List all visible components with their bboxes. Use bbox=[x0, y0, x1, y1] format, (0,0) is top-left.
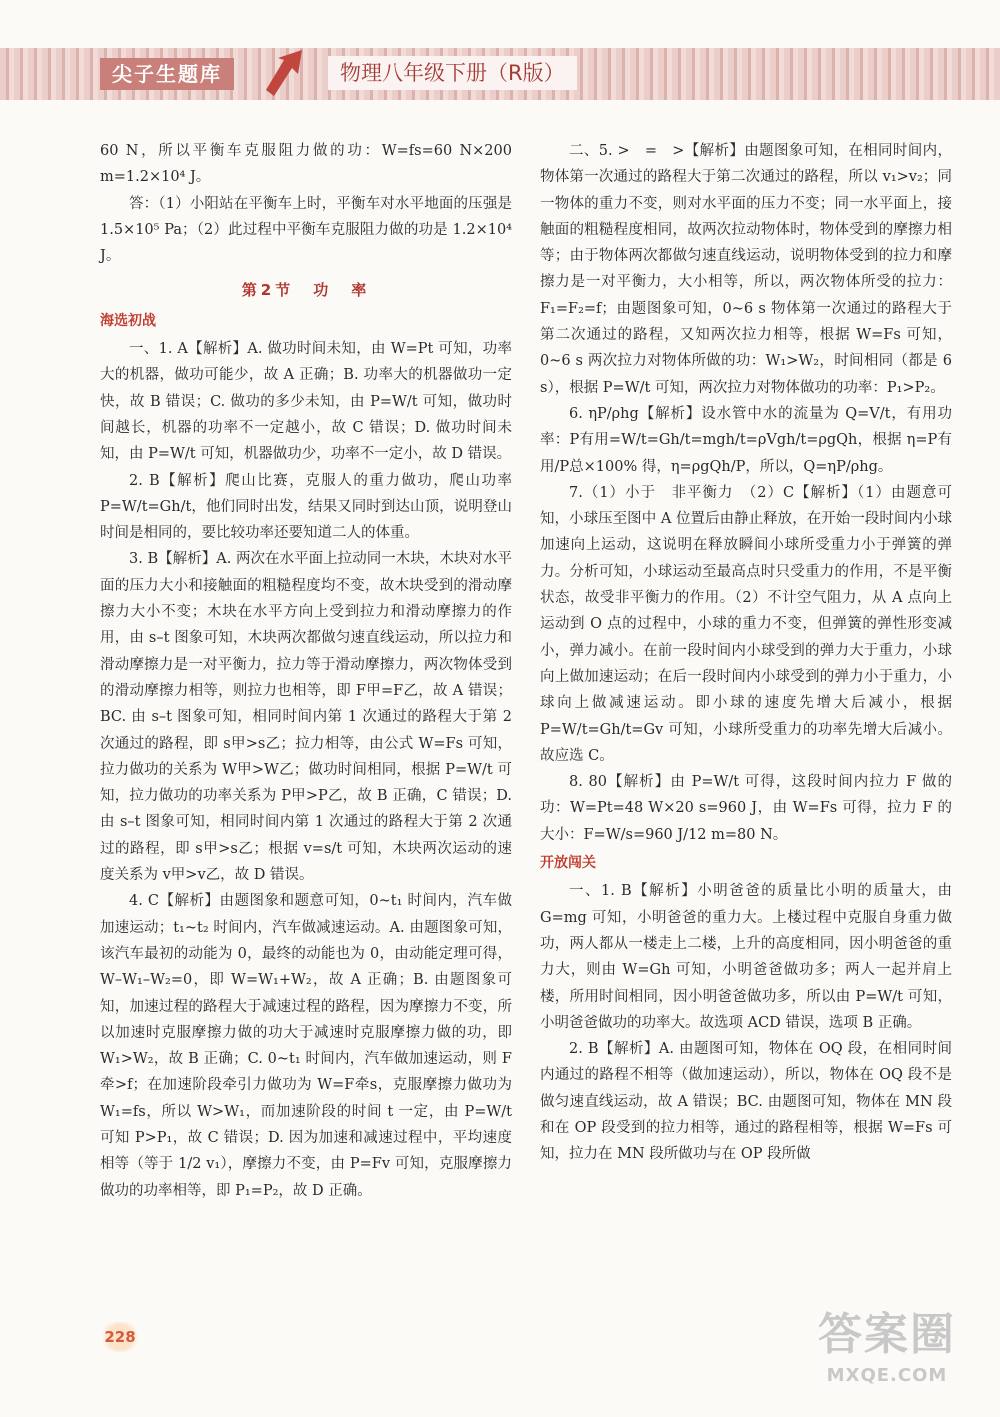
right-column bbox=[540, 138, 952, 1168]
right-paragraph-1: 二、5. > = >【解析】由题图象可知，在相同时间内，物体第一次通过的路程大于第二次通过的路程，所以 v₁>v₂；同一物体的重力不变，则对水平面的压力不变；同一水平面上，接触面的粗糙程度相同，故两次拉动物体时，物体受到的摩擦力相等；由于物体两次都做匀速直线运动，说明物体受到的拉力和摩擦力是一对平衡力，大小相等，所以，两次物体所受的拉力：F₁=F₂=f；由题图象可知，0~6 s 物体第一次通过的路程大于第二次通过的路程，又知两次拉力相等，根据 W=Fs 可知，0~6 s 两次拉力对物体所做的功：W₁>W₂，时间相同（都是 6 s），根据 P=W/t 可知，两次拉力对物体做功的功率：P₁>P₂。 bbox=[540, 143, 952, 396]
left-paragraph-4: 2. B【解析】爬山比赛，克服人的重力做功，爬山功率 P=W/t=Gh/t，他们同时出发，结果又同时到达山顶，说明登山时间是相同的，要比较功率还要知道二人的体重。 bbox=[100, 472, 512, 542]
header-title: 物理八年级下册（R版） bbox=[328, 56, 577, 90]
right-paragraph-6: 2. B【解析】A. 由题图可知，物体在 OQ 段，在相同时间内通过的路程不相等（做加速运动），所以，物体在 OQ 段不是做匀速直线运动，故 A 错误；BC. 由题图可知，物体在 MN 段和在 OP 段受到的拉力相等，通过的路程相等，根据 W=Fs 可知，拉力在 MN 段所做功与在 OP 段所做 bbox=[540, 1041, 952, 1163]
watermark-logo: 答案圈 bbox=[818, 1309, 956, 1360]
right-paragraph-3: 7.（1）小于 非平衡力 （2）C【解析】（1）由题意可知，小球压至图中 A 位置后由静止释放，在开始一段时间内小球加速向上运动，这说明在释放瞬间小球所受重力小于弹簧的弹力。分析可知，小球运动至最高点时只受重力的作用，不是平衡状态，故受非平衡力的作用。（2）不计空气阻力，从 A 点向上运动到 O 点的过程中，小球的重力不变，但弹簧的弹性形变减小，弹力减小。在前一段时间内小球受到的弹力大于重力，小球向上做加速运动；在后一段时间内小球受到的弹力小于重力，小球向上做减速运动。即小球的速度先增大后减小，根据 P=W/t=Gh/t=Gv 可知，小球所受重力的功率先增大后减小。故应选 C。 bbox=[540, 484, 952, 764]
section-title: 第2节 功 率 bbox=[241, 281, 371, 300]
left-column bbox=[100, 138, 512, 1204]
watermark-url: MXQE.COM bbox=[826, 1365, 948, 1386]
right-paragraph-4: 8. 80【解析】由 P=W/t 可得，这段时间内拉力 F 做的功：W=Pt=48 W×20 s=960 J，由 W=Fs 可得，拉力 F 的大小：F=W/s=960 J/12 m=80 N。 bbox=[540, 774, 952, 843]
header-brand: 尖子生题库 bbox=[100, 58, 234, 90]
header-arrow-icon bbox=[262, 50, 318, 96]
right-paragraph-2: 6. ηP/ρhg【解析】设水管中水的流量为 Q=V/t，有用功率：P有用=W/t=Gh/t=mgh/t=ρVgh/t=ρgQh，根据 η=P有用/P总×100% 得，η=ρgQh/P，所以，Q=ηP/ρhg。 bbox=[540, 405, 952, 475]
left-paragraph-5: 3. B【解析】A. 两次在水平面上拉动同一木块，木块对水平面的压力大小和接触面的粗糙程度均不变，故木块受到的滑动摩擦力大小不变；木块在水平方向上受到拉力和滑动摩擦力的作用，由 s–t 图象可知，木块两次都做匀速直线运动，所以拉力和滑动摩擦力是一对平衡力，拉力等于滑动摩擦力，两次物体受到的滑动摩擦力相等，则拉力也相等，即 F甲=F乙，故 A 错误；BC. 由 s–t 图象可知，相同时间内第 1 次通过的路程大于第 2 次通过的路程，即 s甲>s乙；拉力相等，由公式 W=Fs 可知，拉力做功的关系为 W甲>W乙；做功时间相同，根据 P=W/t 可知，拉力做功的功率关系为 P甲>P乙，故 B 正确，C 错误；D. 由 s–t 图象可知，相同时间内第 1 次通过的路程大于第 2 次通过的路程，即 s甲>s乙；根据 v=s/t 可知，木块两次运动的速度关系为 v甲>v乙，故 D 错误。 bbox=[100, 551, 512, 884]
section-tag-1: 海选初战 bbox=[100, 312, 156, 329]
right-paragraph-5: 一、1. B【解析】小明爸爸的质量比小明的质量大，由 G=mg 可知，小明爸爸的重力大。上楼过程中克服自身重力做功，两人都从一楼走上二楼，上升的高度相同，因小明爸爸的重力大，则由 W=Gh 可知，小明爸爸做功多；两人一起并肩上楼，所用时间相同，因小明爸爸做功多，所以由 P=W/t 可知，小明爸爸做功的功率大。故选项 ACD 错误，选项 B 正确。 bbox=[540, 883, 952, 1031]
section-tag-2: 开放闯关 bbox=[540, 855, 596, 872]
left-paragraph-3: 一、1. A【解析】A. 做功时间未知，由 W=Pt 可知，功率大的机器，做功可能少，故 A 正确；B. 功率大的机器做功一定快，故 B 错误；C. 做功的多少未知，由 P=W/t 可知，做功时间越长，机器的功率不一定越小，故 C 错误；D. 做功时间未知，由 P=W/t 可知，机器做功少，功率不一定小，故 D 错误。 bbox=[100, 341, 512, 463]
watermark bbox=[812, 1305, 962, 1409]
left-paragraph-6: 4. C【解析】由题图象和题意可知，0~t₁ 时间内，汽车做加速运动；t₁~t₂ 时间内，汽车做减速运动。A. 由题图象可知，该汽车最初的动能为 0，最终的动能也为 0，由动能定理可得，W–W₁–W₂=0，即 W=W₁+W₂，故 A 正确；B. 由题图象可知，加速过程的路程大于减速过程的路程，因为摩擦力不变，所以加速时克服摩擦力做的功大于减速时克服摩擦力做的功，即 W₁>W₂，故 B 正确；C. 0~t₁ 时间内，汽车做加速运动，则 F牵>f；在加速阶段牵引力做功为 W=F牵s，克服摩擦力做功为 W₁=fs，所以 W>W₁，而加速阶段的时间 t 一定，由 P=W/t 可知 P>P₁，故 C 错误；D. 因为加速和减速过程中，平均速度相等（等于 1/2 v₁），摩擦力不变，由 P=Fv 可知，克服摩擦力做功的功率相等，即 P₁=P₂，故 D 正确。 bbox=[100, 893, 512, 1199]
left-paragraph-1: 60 N，所以平衡车克服阻力做的功：W=fs=60 N×200 m=1.2×10⁴ J。 bbox=[100, 143, 512, 186]
page-number: 228 bbox=[98, 1322, 142, 1352]
left-paragraph-2: 答：（1）小阳站在平衡车上时，平衡车对水平地面的压强是 1.5×10⁵ Pa；（2）此过程中平衡车克服阻力做的功是 1.2×10⁴ J。 bbox=[100, 195, 512, 265]
